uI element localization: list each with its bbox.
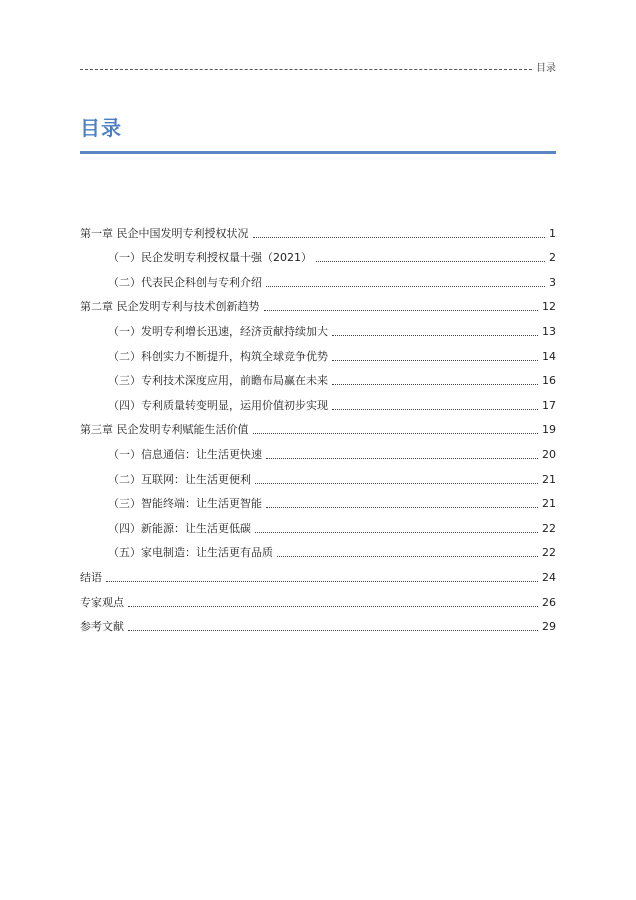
toc-entry-chapter[interactable]	[80, 217, 556, 242]
toc-dot-leader	[128, 606, 538, 607]
toc-entry-label: 参考文献	[80, 620, 124, 634]
toc-entry-page-number: 16	[542, 374, 556, 388]
toc-entry-label: 第二章 民企发明专利与技术创新趋势	[80, 300, 260, 314]
toc-entry-chapter[interactable]	[80, 561, 556, 586]
toc-entry-page-number: 26	[542, 595, 556, 609]
toc-entry-page-number: 3	[549, 275, 556, 289]
toc-entry-label: （五）家电制造：让生活更有品质	[108, 546, 273, 560]
toc-entry-section[interactable]	[80, 438, 556, 463]
toc-entry-section[interactable]	[80, 512, 556, 537]
toc-entry-section[interactable]	[80, 242, 556, 267]
running-header-label: 目录	[536, 63, 556, 74]
toc-entry-section[interactable]	[80, 266, 556, 291]
toc-dot-leader	[316, 261, 545, 262]
toc-dot-leader	[106, 581, 538, 582]
toc-entry-page-number: 17	[542, 398, 556, 412]
toc-entry-page-number: 24	[542, 570, 556, 584]
toc-entry-label: 专家观点	[80, 595, 124, 609]
toc-entry-label: 第三章 民企发明专利赋能生活价值	[80, 423, 249, 437]
toc-dot-leader	[332, 360, 538, 361]
toc-entry-chapter[interactable]	[80, 586, 556, 611]
toc-entry-page-number: 19	[542, 423, 556, 437]
toc-entry-page-number: 21	[542, 472, 556, 486]
toc-entry-label: （二）互联网：让生活更便利	[108, 472, 251, 486]
page-title: 目录	[80, 116, 122, 140]
toc-entry-label: （三）智能终端：让生活更智能	[108, 497, 262, 511]
title-underline-rule	[80, 151, 556, 154]
toc-entry-page-number: 21	[542, 497, 556, 511]
toc-entry-page-number: 29	[542, 620, 556, 634]
toc-entry-chapter[interactable]	[80, 291, 556, 316]
toc-entry-label: （二）代表民企科创与专利介绍	[108, 275, 262, 289]
toc-entry-page-number: 2	[549, 251, 556, 265]
toc-entry-label: （四）专利质量转变明显，运用价值初步实现	[108, 398, 328, 412]
toc-dot-leader	[128, 630, 538, 631]
toc-dot-leader	[253, 433, 539, 434]
toc-entry-label: （一）信息通信：让生活更快速	[108, 447, 262, 461]
toc-entry-page-number: 12	[542, 300, 556, 314]
toc-entry-page-number: 13	[542, 324, 556, 338]
toc-entry-label: （三）专利技术深度应用，前瞻布局赢在未来	[108, 374, 328, 388]
toc-entry-section[interactable]	[80, 315, 556, 340]
toc-dot-leader	[266, 507, 538, 508]
toc-entry-label: 第一章 民企中国发明专利授权状况	[80, 226, 249, 240]
toc-dot-leader	[332, 384, 538, 385]
header-dashed-rule	[80, 69, 532, 70]
toc-entry-page-number: 22	[542, 546, 556, 560]
toc-entry-label: 结语	[80, 570, 102, 584]
toc-entry-chapter[interactable]	[80, 414, 556, 439]
toc-dot-leader	[277, 556, 538, 557]
table-of-contents	[80, 217, 556, 635]
toc-entry-label: （二）科创实力不断提升，构筑全球竞争优势	[108, 349, 328, 363]
toc-entry-label: （四）新能源：让生活更低碳	[108, 521, 251, 535]
toc-dot-leader	[266, 458, 538, 459]
toc-entry-section[interactable]	[80, 340, 556, 365]
toc-entry-chapter[interactable]	[80, 611, 556, 636]
toc-entry-section[interactable]	[80, 389, 556, 414]
toc-entry-page-number: 1	[549, 226, 556, 240]
toc-entry-section[interactable]	[80, 365, 556, 390]
toc-entry-label: （一）发明专利增长迅速，经济贡献持续加大	[108, 324, 328, 338]
toc-dot-leader	[332, 409, 538, 410]
toc-entry-section[interactable]	[80, 463, 556, 488]
toc-dot-leader	[332, 335, 538, 336]
toc-dot-leader	[255, 532, 538, 533]
toc-entry-page-number: 22	[542, 521, 556, 535]
running-header	[80, 62, 556, 76]
toc-dot-leader	[253, 237, 546, 238]
toc-entry-section[interactable]	[80, 537, 556, 562]
toc-dot-leader	[264, 310, 539, 311]
toc-entry-page-number: 14	[542, 349, 556, 363]
toc-entry-section[interactable]	[80, 488, 556, 513]
toc-dot-leader	[255, 483, 538, 484]
toc-entry-page-number: 20	[542, 447, 556, 461]
toc-dot-leader	[266, 286, 545, 287]
toc-entry-label: （一）民企发明专利授权量十强（2021）	[108, 251, 312, 265]
